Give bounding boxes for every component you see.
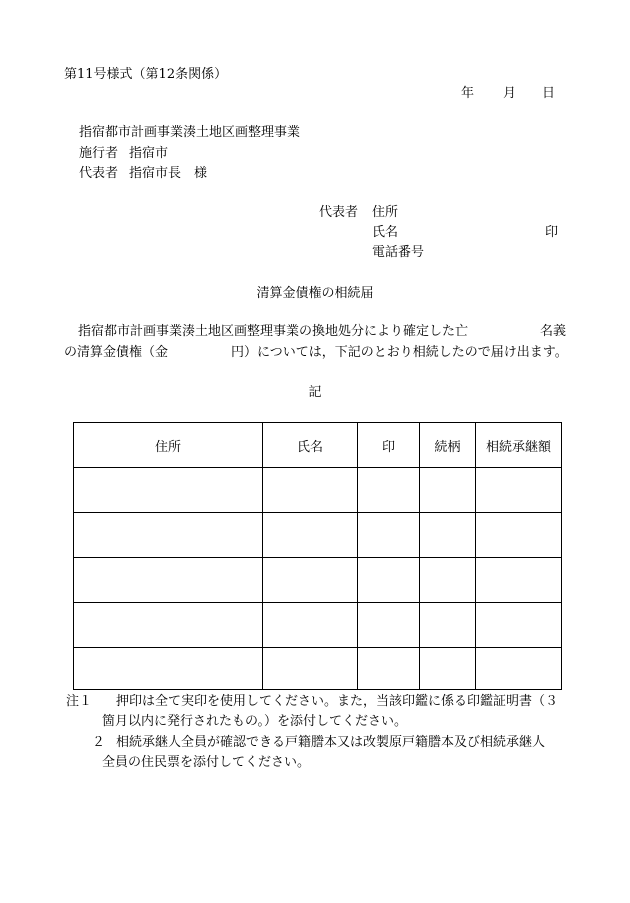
table-row	[74, 558, 562, 603]
ki-heading: 記	[308, 385, 322, 400]
cell-seal[interactable]	[358, 603, 420, 648]
addressee-executor-label: 施行者	[79, 146, 119, 161]
heirs-table	[73, 422, 562, 690]
note-2-line-2: 全員の住民票を添付してください。	[102, 755, 311, 770]
document-title: 清算金債権の相続届	[256, 286, 374, 301]
table-row	[74, 513, 562, 558]
addressee-executor: 指宿市	[129, 146, 169, 161]
applicant-label: 代表者	[319, 205, 359, 220]
cell-address[interactable]	[74, 558, 263, 603]
cell-relationship[interactable]	[420, 558, 476, 603]
body-line-1: 指宿都市計画事業湊土地区画整理事業の換地処分により確定した亡	[78, 324, 469, 339]
cell-seal[interactable]	[358, 513, 420, 558]
cell-name[interactable]	[263, 513, 358, 558]
cell-seal[interactable]	[358, 558, 420, 603]
applicant-name-label: 氏名	[372, 225, 399, 240]
cell-seal[interactable]	[358, 648, 420, 690]
note-1-label: 注１	[66, 694, 93, 709]
date-day-label: 日	[542, 86, 556, 101]
note-1-line-1: 押印は全て実印を使用してください。また，当該印鑑に係る印鑑証明書（３	[116, 694, 559, 709]
cell-relationship[interactable]	[420, 468, 476, 513]
header-name: 氏名	[263, 423, 358, 468]
cell-relationship[interactable]	[420, 513, 476, 558]
applicant-phone-label: 電話番号	[372, 245, 425, 260]
body-line-2-end: 円）については，下記のとおり相続したので届け出ます。	[231, 345, 568, 360]
note-2-line-1: 相続承継人全員が確認できる戸籍謄本又は改製原戸籍謄本及び相続承継人	[116, 735, 546, 750]
cell-relationship[interactable]	[420, 603, 476, 648]
note-2-label: ２	[92, 735, 106, 750]
applicant-seal: 印	[545, 225, 559, 240]
cell-inheritance-amount[interactable]	[476, 513, 562, 558]
cell-inheritance-amount[interactable]	[476, 648, 562, 690]
header-address: 住所	[74, 423, 263, 468]
addressee-representative-label: 代表者	[79, 166, 119, 181]
cell-address[interactable]	[74, 468, 263, 513]
date-year-label: 年	[461, 86, 475, 101]
addressee-representative: 指宿市長 様	[129, 166, 208, 181]
form-number: 第11号様式（第12条関係）	[64, 67, 228, 82]
cell-inheritance-amount[interactable]	[476, 558, 562, 603]
date-month-label: 月	[503, 86, 517, 101]
cell-address[interactable]	[74, 513, 263, 558]
table-row	[74, 648, 562, 690]
header-seal: 印	[358, 423, 420, 468]
table-header-row	[74, 423, 562, 468]
cell-name[interactable]	[263, 603, 358, 648]
cell-seal[interactable]	[358, 468, 420, 513]
cell-name[interactable]	[263, 558, 358, 603]
table-row	[74, 468, 562, 513]
note-1-line-2: 箇月以内に発行されたもの。）を添付してください。	[102, 714, 407, 729]
cell-inheritance-amount[interactable]	[476, 603, 562, 648]
cell-name[interactable]	[263, 468, 358, 513]
cell-address[interactable]	[74, 648, 263, 690]
addressee-project: 指宿都市計画事業湊土地区画整理事業	[79, 125, 301, 140]
cell-inheritance-amount[interactable]	[476, 468, 562, 513]
cell-name[interactable]	[263, 648, 358, 690]
header-inheritance-amount: 相続承継額	[476, 423, 562, 468]
header-relationship: 続柄	[420, 423, 476, 468]
cell-address[interactable]	[74, 603, 263, 648]
body-line-2: の清算金債権（金	[64, 345, 169, 360]
applicant-address-label: 住所	[372, 205, 399, 220]
cell-relationship[interactable]	[420, 648, 476, 690]
table-row	[74, 603, 562, 648]
body-line-1-end: 名義	[540, 324, 567, 339]
